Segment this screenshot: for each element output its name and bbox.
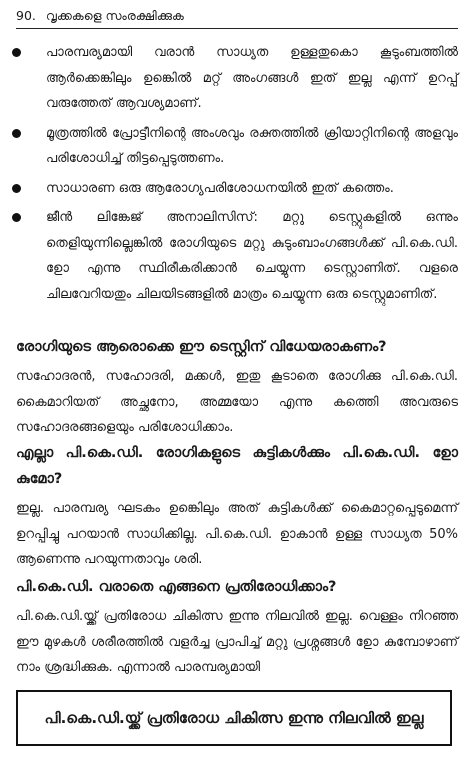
bullet-dot-icon [12, 129, 21, 138]
section-prevention [16, 574, 458, 681]
section-heading: രോഗിയുടെ ആരൊക്കെ ഈ ടെസ്റ്റിന് വിധേയരാകണം? [16, 339, 387, 355]
bullet-text: പാരമ്പര്യമായി വരാൻ സാധ്യത ഉള്ളതുകൊ കൂടുംബത്തിൽ ആർക്കെങ്കിലും ഉങ്കെിൽ മറ്റ് അംഗങ്ങൾ ഇത് ഇല്ല എന്ന് ഉറപ്പ് വരുത്തേത് ആവശ്യമാണ്. [46, 45, 458, 111]
bullet-item [8, 121, 458, 172]
section-children-inheritance [16, 440, 458, 573]
page-number: 90. [16, 8, 36, 23]
section-body: സഹോദരൻ, സഹോദരി, മക്കൾ, ഇതു കൂടാതെ രോഗിക്കു പി.കെ.ഡി. കൈമാറിയത് അച്ഛനോ, അമ്മയോ എന്നു കത്തെി അവരുടെ സഹോദരങ്ങളെയും പരിശോധിക്കാം. [16, 369, 458, 435]
section-heading: പി.കെ.ഡി. വരാതെ എങ്ങനെ പ്രതിരോധിക്കാം? [16, 579, 337, 595]
running-header [16, 4, 458, 29]
section-who-should-test [16, 334, 458, 441]
chapter-title: വൃക്കകളെ സംരക്ഷിക്കുക [45, 8, 184, 23]
bullet-dot-icon [12, 184, 21, 193]
bullet-dot-icon [12, 213, 21, 222]
bullet-text: മൂത്രത്തിൽ പ്രോട്ടീനിന്റെ അംശവും രക്തത്തിൽ ക്രിയാറ്റിനിന്റെ അളവും പരിശോധിച്ച് തിട്ടപ്പെടുത്തണം. [46, 125, 458, 166]
section-heading: എല്ലാ പി.കെ.ഡി. രോഗികളുടെ കുട്ടികൾക്കും പി.കെ.ഡി. ഉാേ കുമോ? [16, 445, 458, 487]
callout-text: പി.കെ.ഡി.യ്ക്ക് പ്രതിരോധ ചികിത്സ ഇന്നു നിലവിൽ ഇല്ല [44, 709, 424, 727]
bullet-item [8, 176, 458, 202]
bullet-text: സാധാരണ ഒരു ആരോഗ്യപരിശോധനയിൽ ഇത് കത്തെം. [46, 180, 394, 196]
bullet-item [8, 40, 458, 117]
callout-box [16, 690, 452, 746]
section-body: പി.കെ.ഡി.യ്ക്ക് പ്രതിരോധ ചികിത്സ ഇന്നു നിലവിൽ ഇല്ല. വെള്ളം നിറഞ്ഞ ഈ മുഴകൾ ശരീരത്തിൽ വളർച്ച പ്രാപിച്ച് മറ്റു പ്രശ്നങ്ങൾ ഉാേ കുമ്പോഴാണ് നാം ശ്രദ്ധിക്കുക. എന്നാൽ പാരമ്പര്യമായി [16, 609, 458, 675]
bullet-dot-icon [12, 48, 21, 57]
bullet-text: ജീൻ ലിങ്കേജ് അനാലിസിസ്: മറ്റു ടെസ്റ്റുകളിൽ ഒന്നും തെളിയുന്നില്ലെങ്കിൽ രോഗിയുടെ മറ്റു കുടുംബാംഗങ്ങൾക്ക് പി.കെ.ഡി. ഉാേ എന്നു സ്ഥിരീകരിക്കാൻ ചെയ്യുന്ന ടെസ്റ്റാണിത്. വളരെ ചിലവേറിയതും ചിലയിടങ്ങളിൽ മാത്രം ചെയ്യുന്ന ഒരു ടെസ്റ്റുമാണിത്. [46, 210, 458, 302]
bullet-item [8, 205, 458, 307]
section-body: ഇല്ല. പാരമ്പര്യ ഘടകം ഉങ്കെിലും അത് കുട്ടികൾക്ക് കൈമാറ്റപ്പെടുമെന്ന് ഉറപ്പിച്ചു പറയാൻ സാധിക്കില്ല. പി.കെ.ഡി. ഉാകാൻ ഉള്ള സാധ്യത 50% ആണെന്നു പറയുന്നതാവും ശരി. [16, 501, 458, 567]
bullet-list [8, 40, 458, 311]
